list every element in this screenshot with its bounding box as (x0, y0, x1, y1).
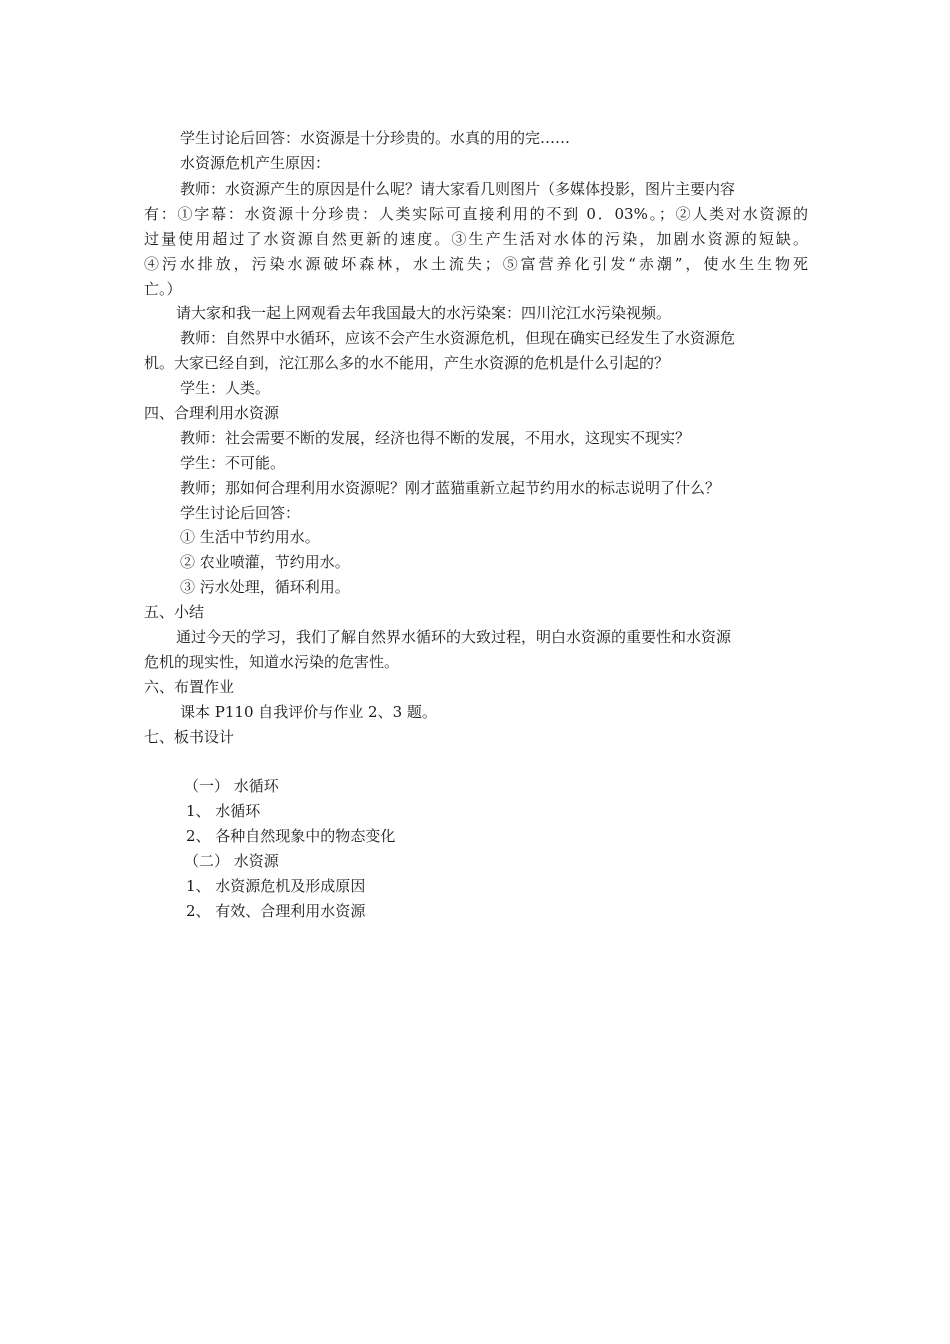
student-answer-water-precious: 学生讨论后回答：水资源是十分珍贵的。水真的用的完…… (180, 129, 571, 147)
summary-paragraph: 通过今天的学习，我们了解自然界水循环的大致过程，明白水资源的重要性和水资源 (176, 628, 732, 646)
section-heading-homework: 六、布置作业 (144, 678, 235, 696)
list-item: ① 生活中节约用水。 (180, 528, 320, 546)
board-heading-water-resources: （二） 水资源 (184, 852, 279, 870)
video-instruction: 请大家和我一起上网观看去年我国最大的水污染案：四川沱江水污染视频。 (176, 304, 672, 322)
paragraph-line: 过量使用超过了水资源自然更新的速度。③生产生活对水体的污染，加剧水资源的短缺。 (144, 230, 808, 248)
teacher-water-cycle-remark: 教师：自然界中水循环，应该不会产生水资源危机，但现在确实已经发生了水资源危 (180, 329, 736, 347)
paragraph-line: ④污水排放，污染水源破坏森林，水土流失；⑤富营养化引发“赤潮”，使水生生物死 (144, 255, 808, 273)
list-item: ③ 污水处理，循环利用。 (180, 578, 350, 596)
list-item: ② 农业喷灌，节约用水。 (180, 553, 350, 571)
section-heading-summary: 五、小结 (144, 603, 205, 621)
teacher-question-causes: 教师：水资源产生的原因是什么呢？请大家看几则图片（多媒体投影，图片主要内容 (180, 180, 736, 198)
subheading-crisis-causes: 水资源危机产生原因： (180, 154, 331, 172)
student-discussion-answer: 学生讨论后回答： (180, 504, 301, 522)
board-item: 1、 水循环 (186, 802, 261, 820)
homework-text: 课本 P110 自我评价与作业 2、3 题。 (180, 703, 437, 721)
teacher-rational-use-question: 教师；那如何合理利用水资源呢？刚才蓝猫重新立起节约用水的标志说明了什么？ (180, 479, 721, 497)
board-item: 2、 各种自然现象中的物态变化 (186, 827, 396, 845)
section-heading-rational-use: 四、合理利用水资源 (144, 404, 280, 422)
paragraph-line: 有：①字幕：水资源十分珍贵：人类实际可直接利用的不到 0．03%。；②人类对水资源的 (144, 205, 808, 223)
board-item: 2、 有效、合理利用水资源 (186, 902, 366, 920)
paragraph-line: 危机的现实性，知道水污染的危害性。 (144, 653, 400, 671)
paragraph-line: 亡。） (144, 280, 182, 298)
section-heading-board-design: 七、板书设计 (144, 728, 235, 746)
teacher-development-question: 教师：社会需要不断的发展，经济也得不断的发展，不用水，这现实不现实？ (180, 429, 691, 447)
board-item: 1、 水资源危机及形成原因 (186, 877, 366, 895)
student-answer-impossible: 学生：不可能。 (180, 454, 286, 472)
paragraph-line: 机。大家已经自到，沱江那么多的水不能用，产生水资源的危机是什么引起的？ (144, 354, 670, 372)
student-answer-humans: 学生：人类。 (180, 379, 271, 397)
board-heading-water-cycle: （一） 水循环 (184, 777, 279, 795)
